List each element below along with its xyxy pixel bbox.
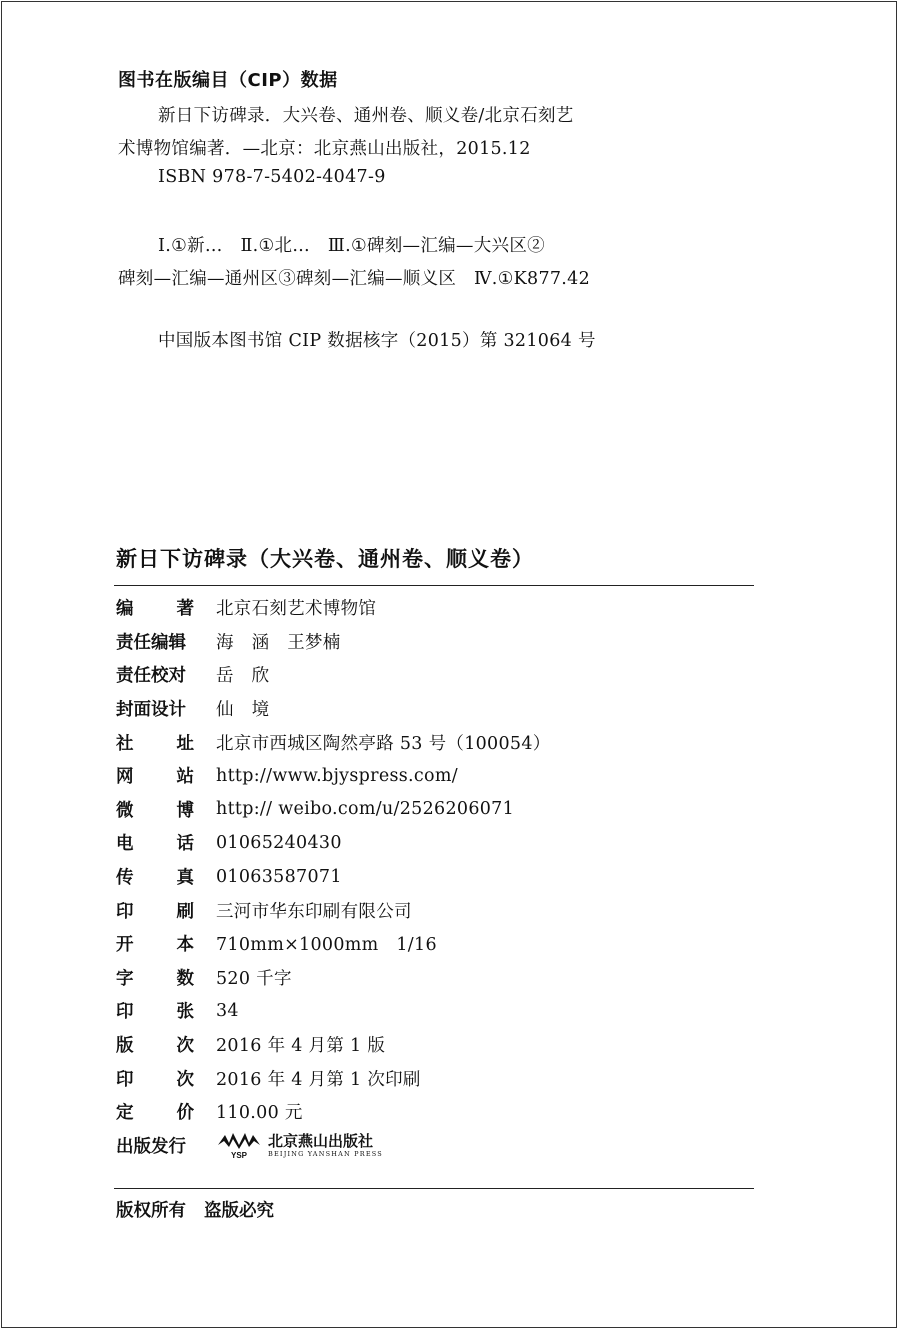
divider-top xyxy=(114,585,754,586)
publisher-label: 出版发行 xyxy=(116,1136,186,1157)
detail-label: 封面设计 xyxy=(116,700,186,721)
publication-details xyxy=(116,591,756,1162)
detail-value: 34 xyxy=(216,1000,239,1021)
detail-label: 网 站 xyxy=(116,767,194,788)
detail-value: 2016 年 4 月第 1 版 xyxy=(216,1036,386,1057)
publisher-logo-icon xyxy=(216,1131,262,1159)
book-title: 新日下访碑录（大兴卷、通州卷、顺义卷） xyxy=(116,547,534,571)
detail-row xyxy=(116,625,756,659)
publisher-logo-english: BEIJING YANSHAN PRESS xyxy=(268,1149,383,1158)
detail-value: 北京石刻艺术博物馆 xyxy=(216,599,377,620)
detail-label: 微 博 xyxy=(116,800,194,821)
detail-label: 印 次 xyxy=(116,1069,194,1090)
detail-row xyxy=(116,759,756,793)
detail-label: 社 址 xyxy=(116,733,194,754)
detail-value: 北京市西城区陶然亭路 53 号（100054） xyxy=(216,733,551,754)
cip-classification-2: 碑刻—汇编—通州区③碑刻—汇编—顺义区 Ⅳ.①K877.42 xyxy=(118,269,591,289)
detail-label: 印 刷 xyxy=(116,901,194,922)
cip-title: 图书在版编目（CIP）数据 xyxy=(118,70,338,91)
detail-row xyxy=(116,994,756,1028)
cip-line-1: 新日下访碑录．大兴卷、通州卷、顺义卷/北京石刻艺 xyxy=(158,106,574,126)
detail-label: 字 数 xyxy=(116,968,194,989)
detail-row xyxy=(116,893,756,927)
detail-value: 三河市华东印刷有限公司 xyxy=(216,901,412,922)
detail-label: 编 著 xyxy=(116,599,194,620)
detail-row xyxy=(116,692,756,726)
detail-value: 710mm×1000mm 1/16 xyxy=(216,935,437,956)
copyright-notice xyxy=(116,1197,274,1222)
detail-value: 01065240430 xyxy=(216,832,342,853)
detail-value: 仙 境 xyxy=(216,700,270,721)
detail-row xyxy=(116,1095,756,1129)
detail-row xyxy=(116,725,756,759)
cip-line-2: 术博物馆编著．—北京：北京燕山出版社，2015.12 xyxy=(118,139,531,159)
detail-label: 定 价 xyxy=(116,1103,194,1124)
detail-value: 520 千字 xyxy=(216,968,292,989)
copyright-right: 盗版必究 xyxy=(204,1201,274,1221)
publisher-logo-name: 北京燕山出版社 xyxy=(268,1131,374,1150)
publisher-row xyxy=(116,1129,756,1163)
detail-row xyxy=(116,658,756,692)
detail-row xyxy=(116,1061,756,1095)
detail-row xyxy=(116,591,756,625)
detail-row xyxy=(116,826,756,860)
detail-value: 2016 年 4 月第 1 次印刷 xyxy=(216,1069,421,1090)
cip-classification-1: Ⅰ.①新… Ⅱ.①北… Ⅲ.①碑刻—汇编—大兴区② xyxy=(158,236,545,256)
detail-label: 版 次 xyxy=(116,1036,194,1057)
detail-value: 01063587071 xyxy=(216,866,342,887)
cip-isbn: ISBN 978-7-5402-4047-9 xyxy=(158,167,386,187)
detail-row xyxy=(116,1028,756,1062)
detail-row xyxy=(116,860,756,894)
detail-label: 责任校对 xyxy=(116,666,186,687)
publisher-logo-abbr: YSP xyxy=(230,1151,248,1160)
detail-label: 印 张 xyxy=(116,1002,194,1023)
detail-label: 责任编辑 xyxy=(116,632,186,653)
divider-bottom xyxy=(114,1188,754,1189)
detail-row xyxy=(116,927,756,961)
publisher-logo xyxy=(216,1131,383,1159)
detail-label: 传 真 xyxy=(116,868,194,889)
detail-value: http://www.bjyspress.com/ xyxy=(216,765,458,786)
detail-row xyxy=(116,961,756,995)
detail-label: 电 话 xyxy=(116,834,194,855)
detail-value: 110.00 元 xyxy=(216,1103,303,1124)
cip-data-number: 中国版本图书馆 CIP 数据核字（2015）第 321064 号 xyxy=(158,331,596,351)
copyright-left: 版权所有 xyxy=(116,1201,186,1221)
detail-label: 开 本 xyxy=(116,935,194,956)
detail-value: http:// weibo.com/u/2526206071 xyxy=(216,799,515,820)
detail-value: 海 涵 王梦楠 xyxy=(216,632,341,653)
detail-value: 岳 欣 xyxy=(216,666,270,687)
detail-row xyxy=(116,793,756,827)
